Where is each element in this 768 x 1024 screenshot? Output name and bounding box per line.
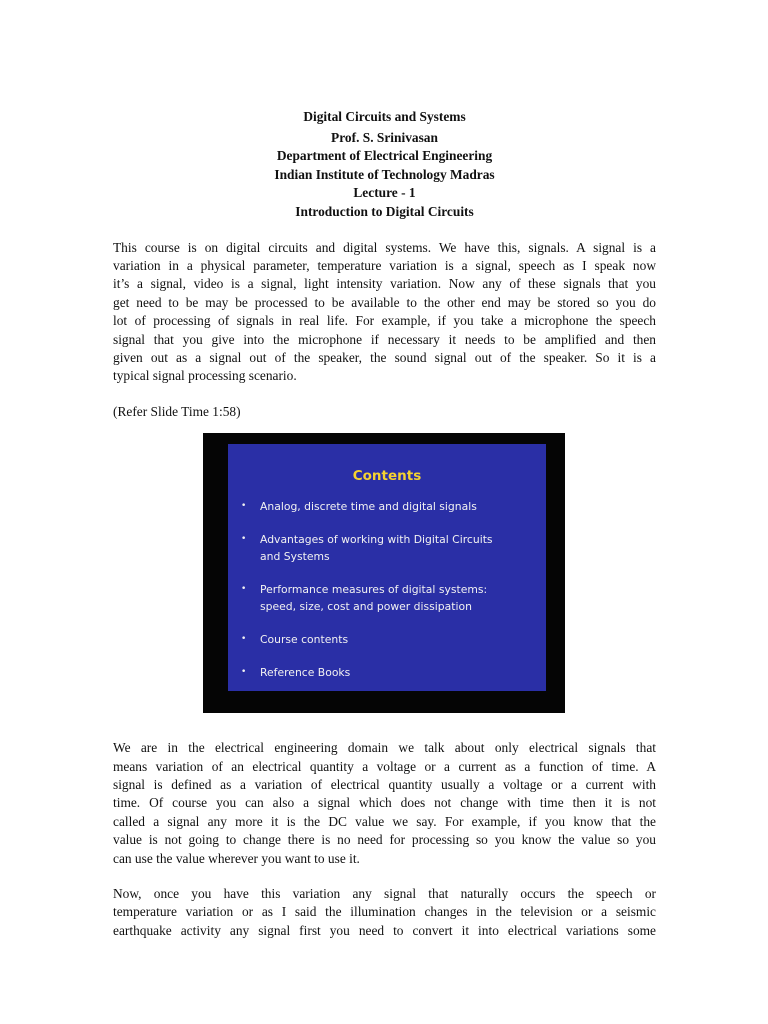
paragraph-line: variation in a physical parameter, temperature variation is a signal, speech as I speak now: [113, 257, 656, 273]
lecture-title: Introduction to Digital Circuits: [295, 203, 474, 219]
slide-bullet-list: [241, 498, 541, 697]
paragraph-line: lot of processing of signals in real life. For example, if you take a microphone the speech: [113, 313, 656, 329]
paragraph-line: Now, once you have this variation any signal that naturally occurs the speech or: [113, 886, 656, 902]
paragraph-intro: [113, 239, 656, 386]
slide-bullet-text: Analog, discrete time and digital signals: [260, 500, 477, 513]
slide-reference: (Refer Slide Time 1:58): [113, 403, 241, 419]
bullet-icon: •: [241, 501, 247, 511]
paragraph-line: called a signal any more it is the DC value we say. For example, if you know that the: [113, 813, 656, 829]
bullet-icon: •: [241, 584, 247, 594]
slide-bullet-item: [241, 664, 541, 681]
paragraph-line: get need to be may be processed to be available to the other end may be stored so you do: [113, 294, 656, 310]
bullet-icon: •: [241, 634, 247, 644]
paragraph-line: means variation of an electrical quantity a voltage or a current as a function of time. A: [113, 758, 656, 774]
lecture-number: Lecture - 1: [353, 185, 416, 201]
paragraph-line: given out as a signal out of the speaker, the sound signal out of the speaker. So it is a: [113, 350, 656, 365]
paragraph-variation: [113, 885, 656, 940]
department-name: Department of Electrical Engineering: [276, 148, 493, 164]
paragraph-line: time. Of course you can also a signal which does not change with time then it is not: [113, 795, 656, 811]
paragraph-line: temperature variation or as I said the illumination changes in the television or a seismic: [113, 904, 656, 920]
paragraph-line: signal that you give into the microphone if necessary it needs to be amplified and then: [113, 331, 656, 347]
bullet-icon: •: [241, 667, 247, 677]
professor-name: Prof. S. Srinivasan: [331, 129, 438, 145]
slide-title: Contents: [352, 468, 422, 484]
paragraph-line: signal is defined as a variation of electrical quantity usually a voltage or a current with: [113, 777, 656, 793]
slide-bullet-text: Course contents: [260, 633, 349, 646]
bullet-icon: •: [241, 534, 247, 544]
slide-bullet-text: Reference Books: [260, 666, 351, 679]
paragraph-line: it’s a signal, video is a signal, light intensity variation. Now any of these signals that you: [113, 276, 656, 292]
slide-bullet-item: [241, 498, 541, 515]
institute-name: Indian Institute of Technology Madras: [274, 166, 495, 182]
course-title: Digital Circuits and Systems: [303, 109, 466, 124]
slide-bullet-item: [241, 581, 541, 615]
paragraph-electrical-signals: [113, 739, 656, 868]
paragraph-line: We are in the electrical engineering domain we talk about only electrical signals that: [113, 740, 656, 756]
paragraph-line: value is not going to change there is no need for processing so you know the value so you: [113, 832, 656, 848]
slide-content: [228, 444, 546, 691]
paragraph-line: earthquake activity any signal first you need to convert it into electrical variations some: [113, 922, 656, 938]
slide-bullet-text: Performance measures of digital systems: speed, size, cost and power dissipation: [260, 583, 488, 613]
paragraph-line: This course is on digital circuits and digital systems. We have this, signals. A signal is a: [113, 239, 656, 255]
lecture-slide-image: [203, 433, 565, 713]
slide-bullet-text: Advantages of working with Digital Circuits and Systems: [260, 533, 493, 563]
paragraph-line: can use the value wherever you want to use it.: [113, 850, 360, 866]
paragraph-line: typical signal processing scenario.: [113, 368, 297, 384]
slide-bullet-item: [241, 631, 541, 648]
slide-bullet-item: [241, 531, 541, 565]
title-block: [113, 108, 656, 222]
